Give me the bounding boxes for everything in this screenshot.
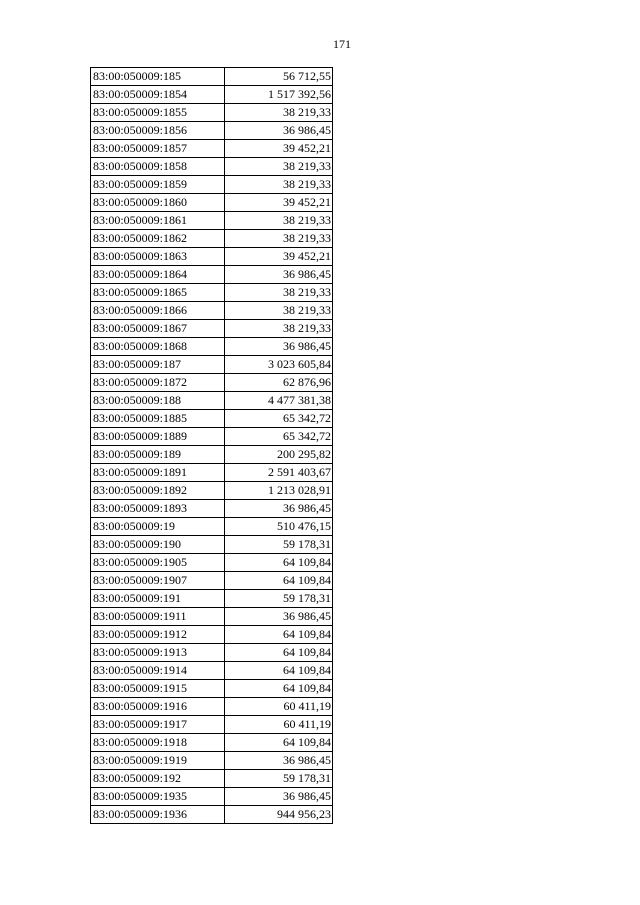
table-row <box>91 662 333 680</box>
cadastral-number-cell: 83:00:050009:1907 <box>91 572 225 590</box>
table-row <box>91 374 333 392</box>
cadastral-number-cell: 83:00:050009:1911 <box>91 608 225 626</box>
value-cell: 38 219,33 <box>225 212 333 230</box>
value-cell: 36 986,45 <box>225 122 333 140</box>
table-row <box>91 320 333 338</box>
table-row <box>91 698 333 716</box>
value-cell: 38 219,33 <box>225 230 333 248</box>
cadastral-number-cell: 83:00:050009:1885 <box>91 410 225 428</box>
cadastral-number-cell: 83:00:050009:1892 <box>91 482 225 500</box>
value-cell: 36 986,45 <box>225 500 333 518</box>
cadastral-number-cell: 83:00:050009:1917 <box>91 716 225 734</box>
value-cell: 38 219,33 <box>225 320 333 338</box>
cadastral-number-cell: 83:00:050009:1919 <box>91 752 225 770</box>
value-cell: 60 411,19 <box>225 716 333 734</box>
table-row <box>91 140 333 158</box>
table-row <box>91 356 333 374</box>
cadastral-number-cell: 83:00:050009:1855 <box>91 104 225 122</box>
value-cell: 38 219,33 <box>225 158 333 176</box>
table-row <box>91 68 333 86</box>
cadastral-number-cell: 83:00:050009:1918 <box>91 734 225 752</box>
table-row <box>91 788 333 806</box>
table-row <box>91 86 333 104</box>
value-cell: 3 023 605,84 <box>225 356 333 374</box>
value-cell: 36 986,45 <box>225 752 333 770</box>
cadastral-number-cell: 83:00:050009:1936 <box>91 806 225 824</box>
value-cell: 59 178,31 <box>225 536 333 554</box>
table-row <box>91 626 333 644</box>
cadastral-number-cell: 83:00:050009:190 <box>91 536 225 554</box>
page-number: 171 <box>333 37 351 51</box>
cadastral-number-cell: 83:00:050009:1859 <box>91 176 225 194</box>
cadastral-number-cell: 83:00:050009:1856 <box>91 122 225 140</box>
cadastral-number-cell: 83:00:050009:1915 <box>91 680 225 698</box>
value-cell: 38 219,33 <box>225 104 333 122</box>
cadastral-number-cell: 83:00:050009:1866 <box>91 302 225 320</box>
table-row <box>91 428 333 446</box>
cadastral-number-cell: 83:00:050009:187 <box>91 356 225 374</box>
value-cell: 62 876,96 <box>225 374 333 392</box>
value-cell: 39 452,21 <box>225 194 333 212</box>
value-cell: 64 109,84 <box>225 572 333 590</box>
cadastral-number-cell: 83:00:050009:189 <box>91 446 225 464</box>
table-row <box>91 410 333 428</box>
cadastral-number-cell: 83:00:050009:19 <box>91 518 225 536</box>
cadastral-number-cell: 83:00:050009:1858 <box>91 158 225 176</box>
table-row <box>91 770 333 788</box>
cadastral-number-cell: 83:00:050009:1914 <box>91 662 225 680</box>
value-cell: 39 452,21 <box>225 248 333 266</box>
table-row <box>91 302 333 320</box>
cadastral-value-table <box>90 67 333 824</box>
value-cell: 510 476,15 <box>225 518 333 536</box>
table-row <box>91 158 333 176</box>
cadastral-number-cell: 83:00:050009:1863 <box>91 248 225 266</box>
value-cell: 38 219,33 <box>225 176 333 194</box>
cadastral-number-cell: 83:00:050009:1860 <box>91 194 225 212</box>
cadastral-number-cell: 83:00:050009:1889 <box>91 428 225 446</box>
table-row <box>91 338 333 356</box>
cadastral-number-cell: 83:00:050009:1862 <box>91 230 225 248</box>
value-cell: 36 986,45 <box>225 338 333 356</box>
table-row <box>91 464 333 482</box>
table-row <box>91 608 333 626</box>
cadastral-number-cell: 83:00:050009:192 <box>91 770 225 788</box>
table-row <box>91 284 333 302</box>
table-row <box>91 212 333 230</box>
table-row <box>91 590 333 608</box>
cadastral-number-cell: 83:00:050009:188 <box>91 392 225 410</box>
table-row <box>91 752 333 770</box>
table-row <box>91 122 333 140</box>
cadastral-number-cell: 83:00:050009:1861 <box>91 212 225 230</box>
value-cell: 59 178,31 <box>225 770 333 788</box>
value-cell: 1 517 392,56 <box>225 86 333 104</box>
table-row <box>91 680 333 698</box>
value-cell: 60 411,19 <box>225 698 333 716</box>
cadastral-number-cell: 83:00:050009:1912 <box>91 626 225 644</box>
value-cell: 64 109,84 <box>225 662 333 680</box>
cadastral-number-cell: 83:00:050009:1905 <box>91 554 225 572</box>
table-row <box>91 806 333 824</box>
table-row <box>91 518 333 536</box>
value-cell: 36 986,45 <box>225 788 333 806</box>
cadastral-number-cell: 83:00:050009:1865 <box>91 284 225 302</box>
cadastral-number-cell: 83:00:050009:1868 <box>91 338 225 356</box>
cadastral-number-cell: 83:00:050009:1913 <box>91 644 225 662</box>
value-cell: 59 178,31 <box>225 590 333 608</box>
value-cell: 39 452,21 <box>225 140 333 158</box>
table-row <box>91 446 333 464</box>
cadastral-number-cell: 83:00:050009:185 <box>91 68 225 86</box>
value-cell: 1 213 028,91 <box>225 482 333 500</box>
value-cell: 200 295,82 <box>225 446 333 464</box>
cadastral-number-cell: 83:00:050009:191 <box>91 590 225 608</box>
table-row <box>91 248 333 266</box>
value-cell: 4 477 381,38 <box>225 392 333 410</box>
cadastral-number-cell: 83:00:050009:1867 <box>91 320 225 338</box>
table-row <box>91 176 333 194</box>
cadastral-number-cell: 83:00:050009:1854 <box>91 86 225 104</box>
table-row <box>91 716 333 734</box>
table-row <box>91 536 333 554</box>
cadastral-number-cell: 83:00:050009:1891 <box>91 464 225 482</box>
value-cell: 65 342,72 <box>225 410 333 428</box>
cadastral-number-cell: 83:00:050009:1893 <box>91 500 225 518</box>
table-row <box>91 230 333 248</box>
value-cell: 64 109,84 <box>225 626 333 644</box>
table-row <box>91 194 333 212</box>
table-row <box>91 500 333 518</box>
table-row <box>91 392 333 410</box>
value-cell: 56 712,55 <box>225 68 333 86</box>
value-cell: 65 342,72 <box>225 428 333 446</box>
value-cell: 64 109,84 <box>225 554 333 572</box>
value-cell: 36 986,45 <box>225 608 333 626</box>
value-cell: 38 219,33 <box>225 302 333 320</box>
table-row <box>91 572 333 590</box>
value-cell: 64 109,84 <box>225 644 333 662</box>
table-row <box>91 644 333 662</box>
value-cell: 38 219,33 <box>225 284 333 302</box>
table-row <box>91 266 333 284</box>
value-cell: 64 109,84 <box>225 680 333 698</box>
table-row <box>91 554 333 572</box>
cadastral-number-cell: 83:00:050009:1864 <box>91 266 225 284</box>
value-cell: 944 956,23 <box>225 806 333 824</box>
table-body <box>91 68 333 824</box>
value-cell: 2 591 403,67 <box>225 464 333 482</box>
cadastral-number-cell: 83:00:050009:1857 <box>91 140 225 158</box>
value-cell: 36 986,45 <box>225 266 333 284</box>
cadastral-number-cell: 83:00:050009:1935 <box>91 788 225 806</box>
value-cell: 64 109,84 <box>225 734 333 752</box>
table-row <box>91 104 333 122</box>
table-row <box>91 482 333 500</box>
cadastral-number-cell: 83:00:050009:1872 <box>91 374 225 392</box>
table-row <box>91 734 333 752</box>
cadastral-number-cell: 83:00:050009:1916 <box>91 698 225 716</box>
